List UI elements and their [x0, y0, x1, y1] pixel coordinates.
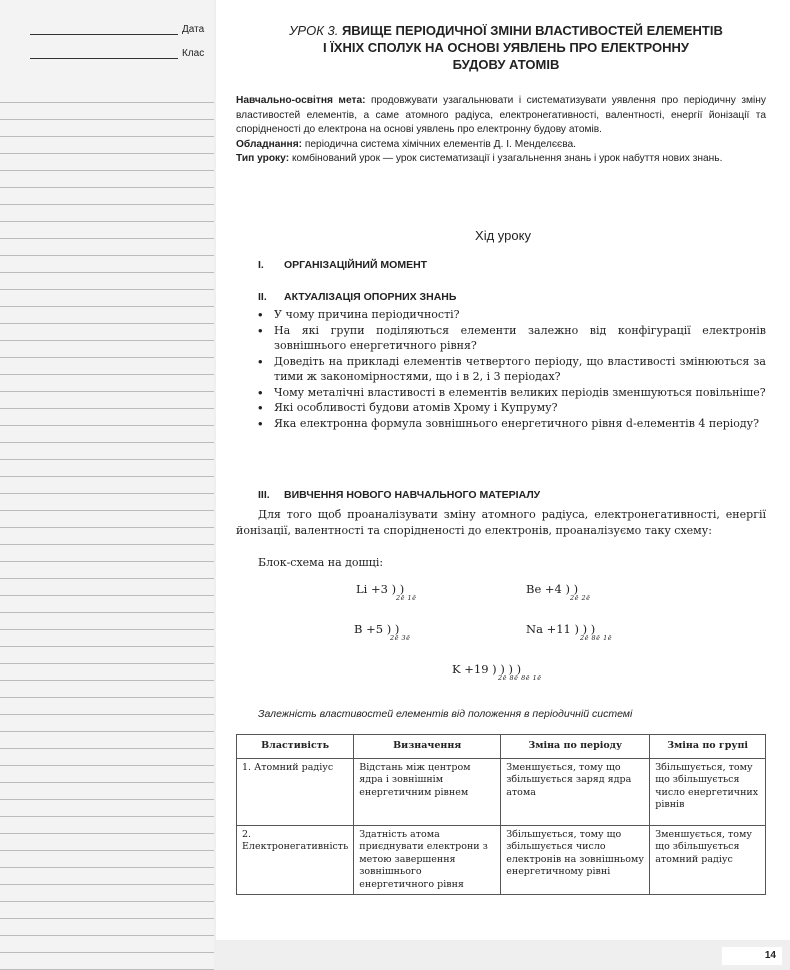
date-line [30, 34, 178, 35]
question-item: • На які групи поділяються елементи залежно від конфігурації електронів зовнішнього енергетичного рівня? [258, 323, 766, 354]
table-row [237, 825, 766, 895]
scheme-formula: Be +4 ) ) [526, 582, 579, 596]
lesson-meta [236, 94, 766, 167]
properties-table [236, 734, 766, 895]
notes-margin [0, 0, 214, 970]
section-number: I. [258, 259, 264, 271]
section-title: АКТУАЛІЗАЦІЯ ОПОРНИХ ЗНАНЬ [284, 291, 457, 303]
lesson-number: УРОК 3. [289, 23, 339, 38]
ruled-note-lines [0, 86, 214, 970]
question-item: • У чому причина періодичності? [258, 307, 766, 323]
class-label: Клас [182, 48, 205, 59]
date-label: Дата [182, 24, 205, 35]
scheme-shells: 2ē 8ē 1ē [580, 634, 613, 642]
lesson-title-line3: БУДОВУ АТОМІВ [452, 57, 560, 72]
type-paragraph [236, 152, 766, 167]
table-cell: Зменшується, тому що збільшується заряд ядра атома [501, 758, 650, 825]
scheme-shells: 2ē 8ē 8ē 1ē [498, 674, 542, 682]
table-caption: Залежність властивостей елементів від положення в періодичній системі [258, 708, 633, 720]
table-header-cell: Визначення [354, 735, 501, 759]
section-title: ВИВЧЕННЯ НОВОГО НАВЧАЛЬНОГО МАТЕРІАЛУ [284, 489, 541, 501]
table-header-cell: Зміна по періоду [501, 735, 650, 759]
section-title: ОРГАНІЗАЦІЙНИЙ МОМЕНТ [284, 259, 428, 271]
main-content [216, 0, 790, 940]
question-item: • Які особливості будови атомів Хрому і Купруму? [258, 400, 766, 416]
section-number: III. [258, 489, 270, 501]
scheme-formula: K +19 ) ) ) ) [452, 662, 522, 676]
type-label: Тип уроку: [236, 153, 290, 164]
scheme-shells: 2ē 2ē [570, 594, 591, 602]
section-heading [258, 259, 427, 271]
atom-scheme [526, 582, 591, 602]
goal-label: Навчально-освітня мета: [236, 95, 366, 106]
scheme-formula: Na +11 ) ) ) [526, 622, 596, 636]
question-item: • Доведіть на прикладі елементів четвертого періоду, що властивості змінюються за тими ж закономірностями, що і в 2, і 3 періодах? [258, 354, 766, 385]
board-label: Блок-схема на дошці: [258, 556, 384, 569]
question-list [258, 307, 766, 431]
atom-scheme [356, 582, 417, 602]
table-cell: Здатність атома приєднувати електрони з метою завершення зовнішнього енергетичного рівня [354, 825, 501, 895]
table-header-row [237, 735, 766, 759]
atom-scheme [354, 622, 411, 642]
table-cell: 2. Електронегативність [237, 825, 354, 895]
table-cell: Відстань між центром ядра і зовнішнім енергетичним рівнем [354, 758, 501, 825]
atom-scheme [452, 662, 542, 682]
scheme-shells: 2ē 1ē [396, 594, 417, 602]
intro-paragraph: Для того щоб проаналізувати зміну атомного радіуса, електронегативності, енергії йонізації, валентності та спорідненості до електронів, проаналізуємо таку схему: [236, 508, 766, 537]
scheme-shells: 2ē 3ē [390, 634, 411, 642]
lesson-title [256, 22, 756, 73]
scheme-formula: B +5 ) ) [354, 622, 400, 636]
question-item: • Яка електронна формула зовнішнього енергетичного рівня d-елементів 4 періоду? [258, 416, 766, 432]
table-cell: Збільшується, тому що збільшується число енергетичних рівнів [650, 758, 766, 825]
question-item: • Чому металічні властивості в елементів великих періодів зменшуються повільніше? [258, 385, 766, 401]
table-cell: Зменшується, тому що збільшується атомний радіус [650, 825, 766, 895]
goal-paragraph [236, 94, 766, 138]
table-cell: Збільшується, тому що збільшується число електронів на зовнішньому енергетичному рівні [501, 825, 650, 895]
course-title: Хід уроку [475, 228, 531, 243]
equipment-label: Обладнання: [236, 138, 303, 150]
scheme-formula: Li +3 ) ) [356, 582, 405, 596]
table-header-cell: Властивість [237, 735, 354, 759]
table-cell: 1. Атомний радіус [237, 758, 354, 825]
goal-text: продовжувати узагальнювати і систематизувати уявлення про періодичну зміну властивостей елементів, а саме атомного радіуса, електронегативності, валентності, енергії йонізації та спорідненості до електрона на основі уявлень про електронну будову атомів. [236, 95, 766, 135]
lesson-title-line1: ЯВИЩЕ ПЕРІОДИЧНОЇ ЗМІНИ ВЛАСТИВОСТЕЙ ЕЛЕМЕНТІВ [341, 23, 723, 38]
section-number: II. [258, 291, 267, 303]
type-text: комбінований урок — урок систематизації і узагальнення знань і урок набуття нових знань. [291, 153, 723, 164]
table-header-cell: Зміна по групі [650, 735, 766, 759]
table-row [237, 758, 766, 825]
equipment-paragraph [236, 138, 766, 153]
atom-scheme [526, 622, 612, 642]
class-line [30, 58, 178, 59]
page-number: 14 [722, 947, 782, 965]
equipment-text: періодична система хімічних елементів Д. І. Менделєєва. [304, 138, 577, 150]
section-heading [258, 291, 456, 303]
section-heading [258, 489, 540, 501]
lesson-title-line2: І ЇХНІХ СПОЛУК НА ОСНОВІ УЯВЛЕНЬ ПРО ЕЛЕКТРОННУ [322, 40, 690, 55]
